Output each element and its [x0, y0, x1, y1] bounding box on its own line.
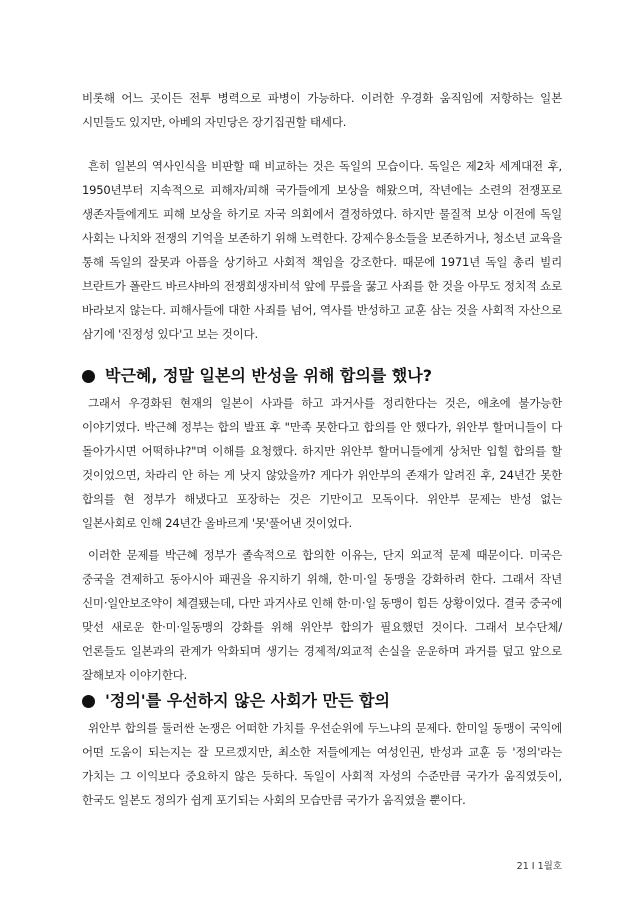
paragraph-5: 위안부 합의를 둘러싼 논쟁은 어떠한 가치를 우선순위에 두느냐의 문제다. 한미일 동맹이 국익에 어떤 도움이 되는지는 잘 모르겠지만, 최소한 저들에게는 여성인권, 반성과 교훈 등 '정의'라는 가치는 그 이익보다 중요하지 않은 듯하다. 독일이 사회적 자성의 수준만큼 국가가 움직였듯이, 한국도 일본도 정의가 쉽게 포기되는 사회의 모습만큼 국가가 움직였을 뿐이다.: [82, 721, 562, 807]
section-heading-2: [82, 689, 562, 713]
section-heading-1: [82, 364, 562, 388]
paragraph-4: 이러한 문제를 박근혜 정부가 졸속적으로 합의한 이유는, 단지 외교적 문제 때문이다. 미국은 중국을 견제하고 동아시아 패권을 유지하기 위해, 한·미·일 동맹을 강화하려 한다. 그래서 작년 신미·일안보조약이 체결됐는데, 다만 과거사로 인해 한·미·일 동맹이 힘든 상황이었다. 결국 중국에 맞선 새로운 한·미·일동맹의 강화를 위해 위안부 합의가 필요했던 것이다. 그래서 보수단체/언론들도 일본과의 관계가 악화되며 생기는 경제적/외교적 손실을 운운하며 과거를 덮고 앞으로 잘해보자 이야기한다.: [82, 548, 562, 682]
paragraph-1: 비롯해 어느 곳이든 전투 병력으로 파병이 가능하다. 이러한 우경화 움직임에 저항하는 일본 시민들도 있지만, 아베의 자민당은 장기집권할 태세다.: [82, 91, 562, 129]
paragraph-2: 흔히 일본의 역사인식을 비판할 때 비교하는 것은 독일의 모습이다. 독일은 제2차 세계대전 후, 1950년부터 지속적으로 피해자/피해 국가들에게 보상을 해왔으며, 작년에는 소련의 전쟁포로 생존자들에게도 피해 보상을 하기로 자국 의회에서 결정하였다. 하지만 물질적 보상 이전에 독일 사회는 나치와 전쟁의 기억을 보존하기 위해 노력한다. 강제수용소들을 보존하거나, 청소년 교육을 통해 독일의 잘못과 아픔을 상기하고 사회적 책임을 강조한다. 때문에 1971년 독일 총리 빌리 브란트가 폴란드 바르샤바의 전쟁희생자비석 앞에 무릎을 꿇고 사죄를 한 것을 아무도 정치적 쇼로 바라보지 않는다. 피해사들에 대한 사죄를 넘어, 역사를 반성하고 교훈 삼는 것을 사회적 자산으로 삼기에 '진정성 있다'고 보는 것이다.: [82, 159, 562, 341]
bullet-icon: [82, 370, 95, 383]
paragraph-3: 그래서 우경화된 현재의 일본이 사과를 하고 과거사를 정리한다는 것은, 애초에 불가능한 이야기였다. 박근혜 정부는 합의 발표 후 "만족 못한다고 합의를 안 했다가, 위안부 할머니들이 다 돌아가시면 어떡하냐?"며 이해를 요청했다. 하지만 위안부 할머니들에게 상처만 입힐 합의를 할 것이었으면, 차라리 안 하는 게 낫지 않았을까? 게다가 위안부의 존재가 알려진 후, 24년간 못한 합의를 현 정부가 해냈다고 포장하는 것은 기만이고 모독이다. 위안부 문제는 반성 없는 일본사회로 인해 24년간 올바르게 '못'풀어낸 것이었다.: [82, 396, 562, 530]
page-footer: 21 I 1월호: [516, 861, 562, 872]
section-heading-1-text: 박근혜, 정말 일본의 반성을 위해 합의를 했나?: [105, 366, 432, 385]
bullet-icon: [82, 695, 95, 708]
section-heading-2-text: '정의'를 우선하지 않은 사회가 만든 합의: [105, 691, 390, 710]
